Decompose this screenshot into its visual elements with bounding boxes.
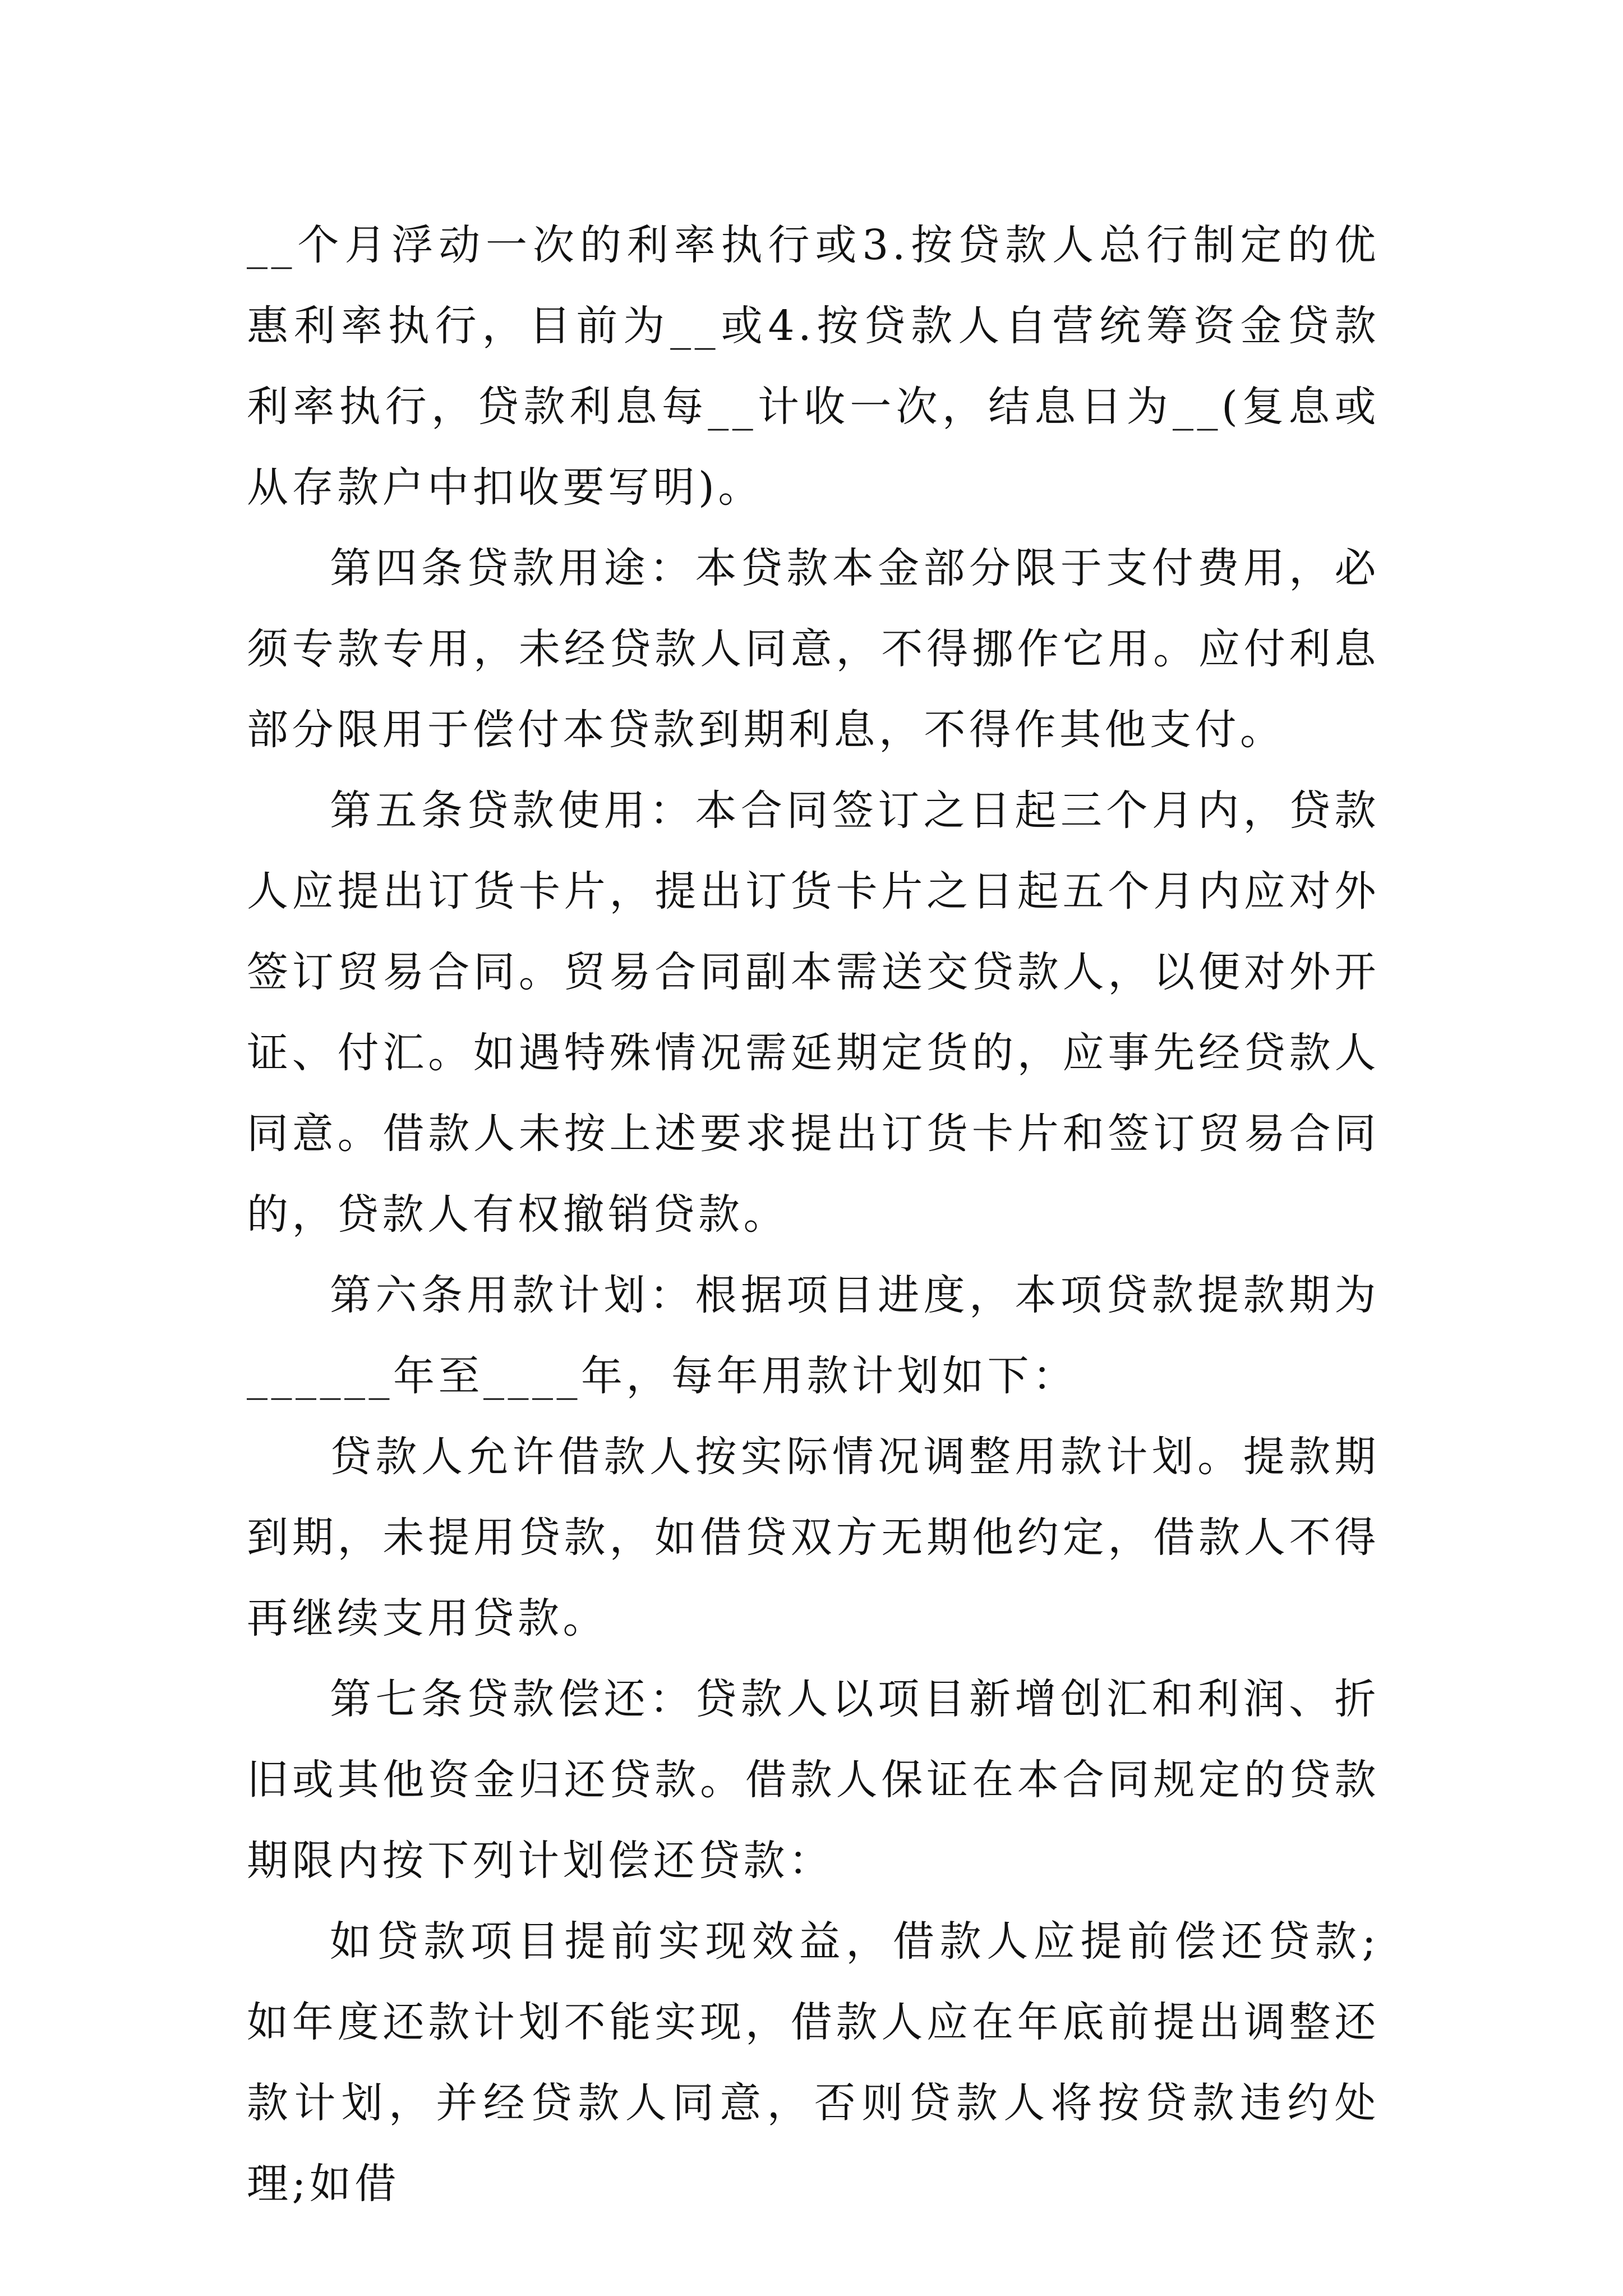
- paragraph-drawdown-adjustment: 贷款人允许借款人按实际情况调整用款计划。提款期到期，未提用贷款，如借贷双方无期他约定，借款人不得再继续支用贷款。: [247, 1433, 1380, 1642]
- paragraph-article-6-drawdown-plan: 第六条用款计划：根据项目进度，本项贷款提款期为______年至____年，每年用款计划如下：: [247, 1271, 1380, 1400]
- paragraph-early-repayment: 如贷款项目提前实现效益，借款人应提前偿还贷款;如年度还款计划不能实现，借款人应在年底前提出调整还款计划，并经贷款人同意，否则贷款人将按贷款违约处理;如借: [247, 1917, 1380, 2208]
- paragraph-article-5-loan-use: 第五条贷款使用：本合同签订之日起三个月内，贷款人应提出订货卡片，提出订货卡片之日起五个月内应对外签订贸易合同。贸易合同副本需送交贷款人，以便对外开证、付汇。如遇特殊情况需延期定货的，应事先经贷款人同意。借款人未按上述要求提出订货卡片和签订贸易合同的，贷款人有权撤销贷款。: [247, 786, 1380, 1239]
- document-body: [247, 205, 1380, 2224]
- paragraph-article-4-loan-purpose: 第四条贷款用途：本贷款本金部分限于支付费用，必须专款专用，未经贷款人同意，不得挪作它用。应付利息部分限用于偿付本贷款到期利息，不得作其他支付。: [247, 544, 1380, 754]
- paragraph-article-7-repayment: 第七条贷款偿还：贷款人以项目新增创汇和利润、折旧或其他资金归还贷款。借款人保证在本合同规定的贷款期限内按下列计划偿还贷款：: [247, 1675, 1380, 1885]
- paragraph-interest-rate: __个月浮动一次的利率执行或3.按贷款人总行制定的优惠利率执行，目前为__或4.按贷款人自营统筹资金贷款利率执行，贷款利息每__计收一次，结息日为__(复息或从存款户中扣收要写明)。: [247, 221, 1380, 512]
